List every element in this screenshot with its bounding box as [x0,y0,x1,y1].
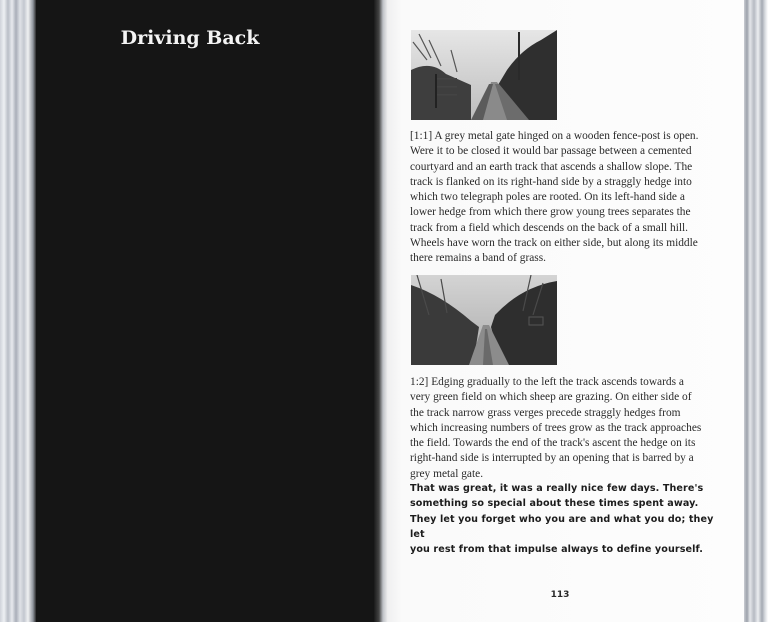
photo-2-caption: 1:2] Edging gradually to the left the track ascends towards a very green field on which sheep are grazing. On either side of the track narrow grass verges precede straggly hedges from which increasing numbers of trees grow as the track approaches the field. Towards the end of the track's ascent the hedge on its right-hand side is interrupted by an opening that is barred by a grey metal gate. [410,376,702,480]
photo-1-caption: [1:1] A grey metal gate hinged on a wooden fence-post is open. Were it to be closed it would bar passage between a cemented courtyard and an earth track that ascends a shallow slope. The track is flanked on its right-hand side by a straggly hedge into which two telegraph poles are rooted. On its left-hand side a lower hedge from which there grow young trees separates the track from a field which descends on the back of a small hill. Wheels have worn the track on either side, but along its middle there remains a band of grass. [410,130,699,265]
reflection-paragraph: That was great, it was a really nice few days. There's something so special about these times spent away. They let you forget who you are and what you do; they let you rest from that impulse always to define yourself. [410,483,714,556]
right-page-edges [744,0,768,622]
left-page-edges [0,0,36,622]
photo-track-gate [411,30,557,120]
page-number: 113 [550,590,570,600]
left-page [36,0,380,622]
photo-track-gate-image [411,30,557,120]
photo-track-hedges [411,275,557,365]
chapter-title: Driving Back [120,27,260,49]
photo-track-hedges-image [411,275,557,365]
book-gutter [374,0,388,622]
